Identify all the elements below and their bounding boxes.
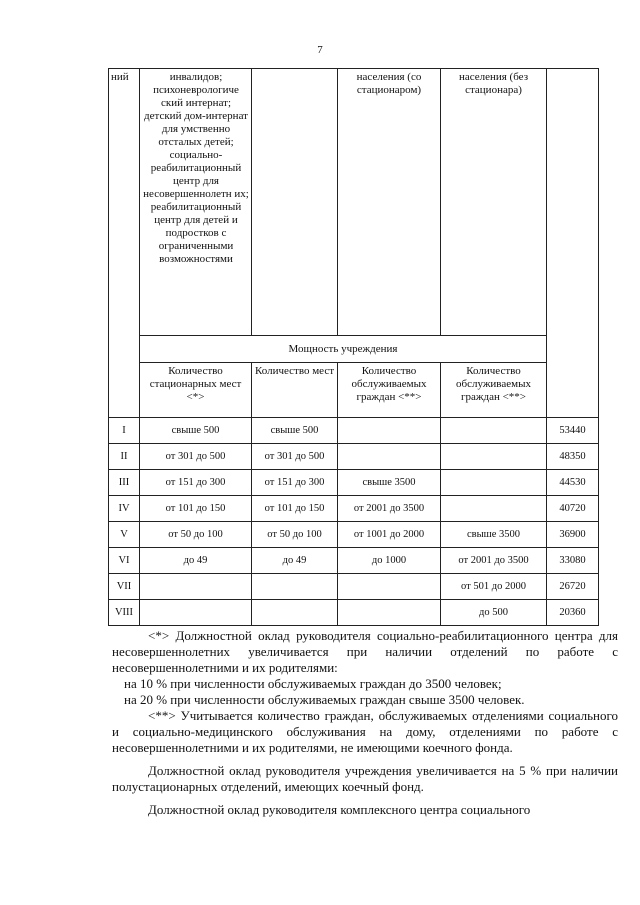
salary-cell: 36900 <box>547 522 599 548</box>
table-row <box>109 574 599 600</box>
served-with-cell <box>338 600 441 626</box>
table-row <box>109 496 599 522</box>
stationary-cell: свыше 500 <box>140 418 252 444</box>
col-header-places: Количество мест <box>252 363 338 418</box>
capacity-header: Мощность учреждения <box>140 336 547 363</box>
salary-cell: 33080 <box>547 548 599 574</box>
note-single-asterisk: <*> Должностной оклад руководителя социально-реабилитационного центра для несовершеннолетних увеличивается при наличии отделений по работе с несовершеннолетними и их родителями: <box>112 628 618 675</box>
cont-first-col: ний <box>109 69 140 418</box>
places-cell: до 49 <box>252 548 338 574</box>
table-row <box>109 444 599 470</box>
table-row <box>109 600 599 626</box>
group-cell: I <box>109 418 140 444</box>
note-double-asterisk: <**> Учитывается количество граждан, обслуживаемых отделениями социального и социально-медицинского обслуживания на дому, отделениями по работе с несовершеннолетними и их родителями, не имеющими коечного фонда. <box>112 708 618 755</box>
places-cell: от 50 до 100 <box>252 522 338 548</box>
served-without-cell: от 2001 до 3500 <box>441 548 547 574</box>
served-with-cell <box>338 418 441 444</box>
table-row <box>109 548 599 574</box>
served-with-cell <box>338 444 441 470</box>
cont-institution-types: инвалидов; психоневрологиче ский интернат; детский дом-интернат для умственно отсталых детей; социально-реабилитационный центр для несовершеннолетн их; реабилитационный центр для детей и подростков с ограниченными возможностями <box>140 69 252 336</box>
served-without-cell <box>441 496 547 522</box>
served-with-cell: от 2001 до 3500 <box>338 496 441 522</box>
stationary-cell: от 151 до 300 <box>140 470 252 496</box>
table-row <box>109 418 599 444</box>
served-with-cell: свыше 3500 <box>338 470 441 496</box>
salary-cell: 44530 <box>547 470 599 496</box>
stationary-cell: от 301 до 500 <box>140 444 252 470</box>
cont-empty-col <box>252 69 338 336</box>
table-row <box>109 470 599 496</box>
served-with-cell <box>338 574 441 600</box>
salary-cell: 53440 <box>547 418 599 444</box>
served-with-cell: от 1001 до 2000 <box>338 522 441 548</box>
salary-cell: 20360 <box>547 600 599 626</box>
served-without-cell <box>441 470 547 496</box>
note-bullet-20: на 20 % при численности обслуживаемых граждан свыше 3500 человек. <box>124 692 525 707</box>
served-without-cell <box>441 444 547 470</box>
group-cell: VI <box>109 548 140 574</box>
paragraph-complex-center: Должностной оклад руководителя комплексного центра социального <box>148 802 531 817</box>
stationary-cell: от 101 до 150 <box>140 496 252 522</box>
salary-cell: 48350 <box>547 444 599 470</box>
stationary-cell <box>140 600 252 626</box>
group-cell: VII <box>109 574 140 600</box>
group-cell: III <box>109 470 140 496</box>
served-without-cell: до 500 <box>441 600 547 626</box>
col-header-stationary: Количество стационарных мест <*> <box>140 363 252 418</box>
places-cell: свыше 500 <box>252 418 338 444</box>
column-headers-row <box>109 363 599 418</box>
places-cell: от 151 до 300 <box>252 470 338 496</box>
salary-cell: 40720 <box>547 496 599 522</box>
note-bullet-10: на 10 % при численности обслуживаемых граждан до 3500 человек; <box>124 676 502 691</box>
stationary-cell: до 49 <box>140 548 252 574</box>
served-with-cell: до 1000 <box>338 548 441 574</box>
stationary-cell: от 50 до 100 <box>140 522 252 548</box>
continuation-row <box>109 69 599 336</box>
served-without-cell: от 501 до 2000 <box>441 574 547 600</box>
stationary-cell <box>140 574 252 600</box>
col-header-served-with: Количество обслуживаемых граждан <**> <box>338 363 441 418</box>
places-cell <box>252 574 338 600</box>
cont-pop-with: населения (со стационаром) <box>338 69 441 336</box>
paragraph-semistationary: Должностной оклад руководителя учреждения увеличивается на 5 % при наличии полустационарных отделений, имеющих коечный фонд. <box>112 763 618 794</box>
group-cell: IV <box>109 496 140 522</box>
group-cell: II <box>109 444 140 470</box>
places-cell: от 101 до 150 <box>252 496 338 522</box>
group-cell: V <box>109 522 140 548</box>
capacity-header-row <box>109 336 599 363</box>
places-cell <box>252 600 338 626</box>
col-header-served-without: Количество обслуживаемых граждан <**> <box>441 363 547 418</box>
cont-salary-col <box>547 69 599 418</box>
cont-pop-without: населения (без стационара) <box>441 69 547 336</box>
salary-table <box>108 68 599 626</box>
notes-section <box>112 628 618 818</box>
table-row <box>109 522 599 548</box>
served-without-cell <box>441 418 547 444</box>
salary-cell: 26720 <box>547 574 599 600</box>
served-without-cell: свыше 3500 <box>441 522 547 548</box>
page-number: 7 <box>317 44 323 56</box>
places-cell: от 301 до 500 <box>252 444 338 470</box>
group-cell: VIII <box>109 600 140 626</box>
